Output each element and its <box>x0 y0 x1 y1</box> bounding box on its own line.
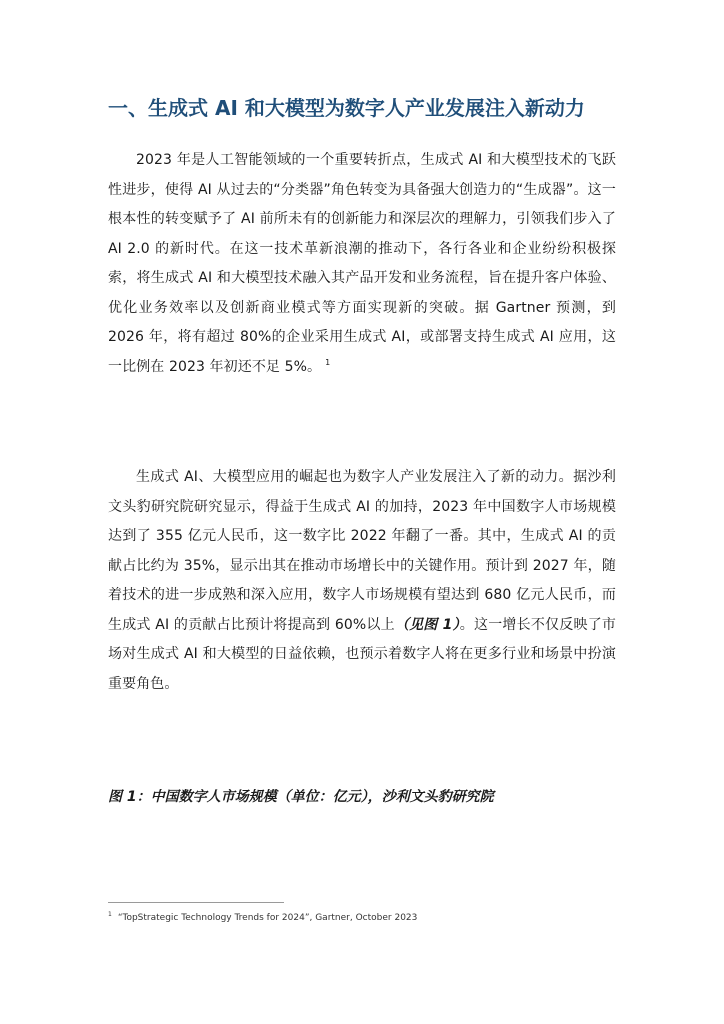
section-title: 一、生成式 AI 和大模型为数字人产业发展注入新动力 <box>108 96 585 120</box>
footnote-reference[interactable]: 1 <box>325 357 331 367</box>
paragraph-1 <box>108 146 616 382</box>
paragraph-2 <box>108 463 616 699</box>
footnote-divider <box>108 902 284 903</box>
figure-reference[interactable]: （见图 1） <box>394 616 460 633</box>
paragraph-2-text: 生成式 AI、大模型应用的崛起也为数字人产业发展注入了新的动力。据沙利文头豹研究院研究显示，得益于生成式 AI 的加持，2023 年中国数字人市场规模达到了 355 亿元人民币，这一数字比 2022 年翻了一番。其中，生成式 AI 的贡献占比约为 35%，显示出其在推动市场增长中的关键作用。预计到 2027 年，随着技术的进一步成熟和深入应用，数字人市场规模有望达到 680 亿元人民币，而生成式 AI 的贡献占比预计将提高到 60%以上 <box>108 469 616 633</box>
figure-caption: 图 1：中国数字人市场规模（单位：亿元），沙利文头豹研究院 <box>108 789 494 805</box>
paragraph-2-text-end: 。这一增长不仅反映了市场对生成式 AI 和大模型的日益依赖，也预示着数字人将在更多行业和场景中扮演重要角色。 <box>108 616 617 692</box>
paragraph-1-text: 2023 年是人工智能领域的一个重要转折点，生成式 AI 和大模型技术的飞跃性进步，使得 AI 从过去的“分类器”角色转变为具备强大创造力的“生成器”。这一根本性的转变赋予了 AI 前所未有的创新能力和深层次的理解力，引领我们步入了 AI 2.0 的新时代。在这一技术革新浪潮的推动下，各行各业和企业纷纷积极探索，将生成式 AI 和大模型技术融入其产品开发和业务流程，旨在提升客户体验、优化业务效率以及创新商业模式等方面实现新的突破。据 Gartner 预测，到 2026 年，将有超过 80%的企业采用生成式 AI，或部署支持生成式 AI 应用，这一比例在 2023 年初还不足 5%。 <box>108 152 616 375</box>
footnote-mark: 1 <box>108 911 112 918</box>
footnote <box>108 908 417 925</box>
footnote-text: “TopStrategic Technology Trends for 2024”, Gartner, October 2023 <box>117 913 418 923</box>
